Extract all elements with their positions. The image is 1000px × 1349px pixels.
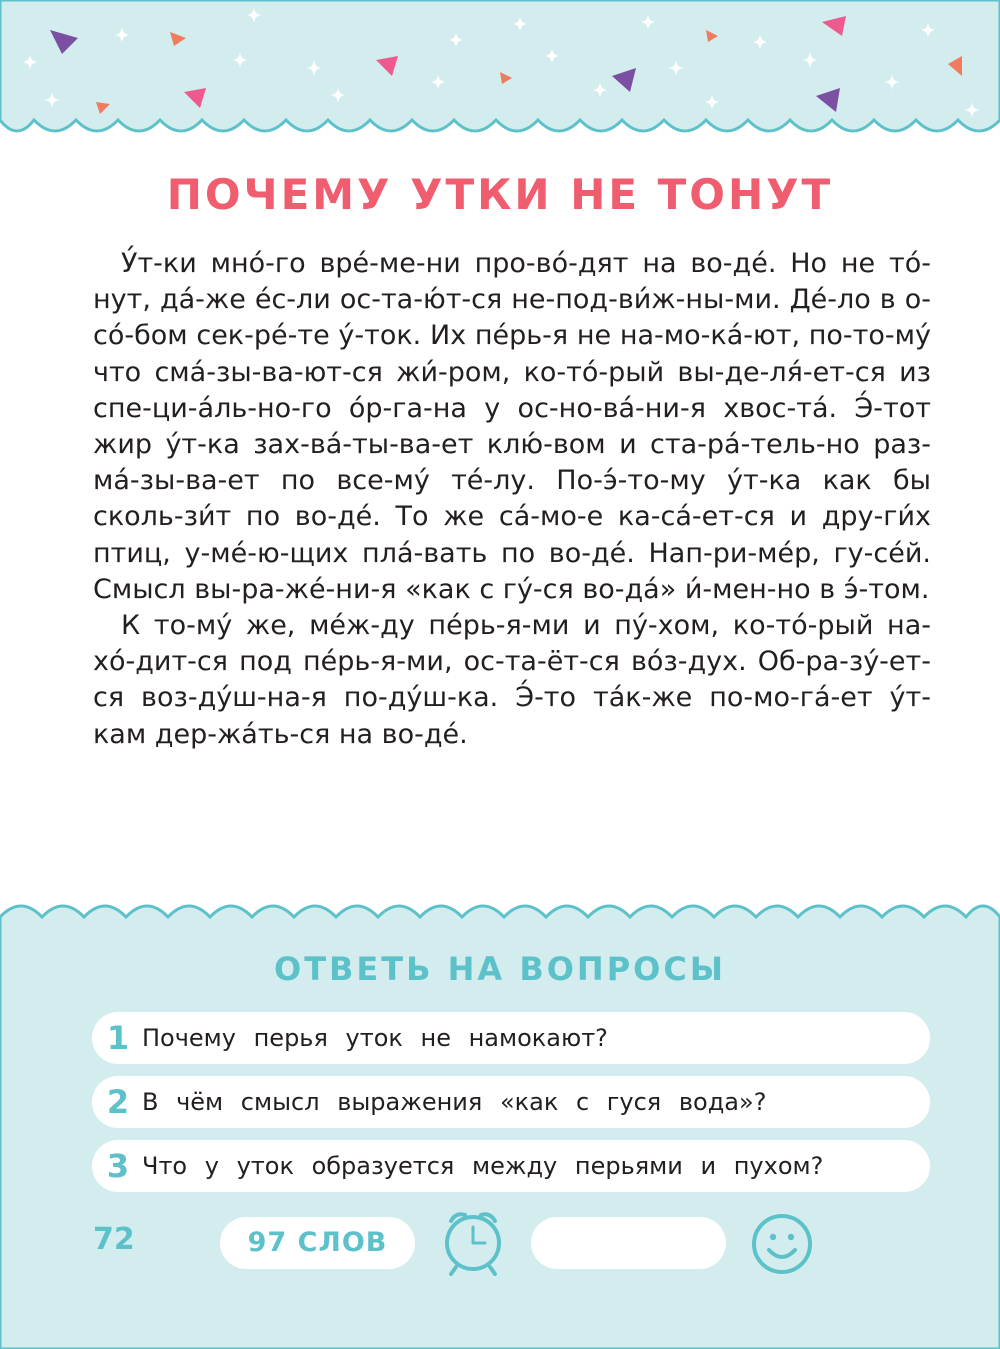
alarm-clock-icon [440,1207,506,1279]
smiley-face-icon [750,1212,814,1276]
question-number: 3 [106,1147,130,1185]
question-text: В чём смысл выражения «как с гуся вода»? [142,1088,767,1116]
question-text: Почему перья уток не намокают? [142,1024,608,1052]
word-count-badge: 97 СЛОВ [220,1217,415,1269]
reading-time-field[interactable] [531,1217,726,1269]
question-1 [92,1012,930,1064]
question-number: 1 [106,1019,130,1057]
confetti-band-graphic [0,0,1000,140]
question-3 [92,1140,930,1192]
story-title: ПОЧЕМУ УТКИ НЕ ТОНУТ [166,170,834,219]
top-decorative-band [0,0,1000,140]
question-number: 2 [106,1083,130,1121]
story-paragraph-1: У́т-ки мно́-го вре́-ме-ни про-во́-дят на во-де́. Но не то́-нут, да́-же е́с-ли ос-та-ю́т-ся не-под-ви́ж-ны-ми. Де́-ло в о-со́-бом сек-ре́-те у́-ток. Их пе́рь-я не на-мо-ка́-ют, по-то-му́ что сма́-зы-ва-ют-ся жи́-ром, ко-то́-рый вы-де-ля́-ет-ся из спе-ци-а́ль-но-го о́р-га-на у ос-но-ва́-ни-я хвос-та́. Э́-тот жир у́т-ка зах-ва́-ты-ва-ет клю́-вом и ста-ра́-тель-но раз-ма́-зы-ва-ет по все-му́ те́-лу. По-э́-то-му у́т-ка как бы сколь-зи́т по во-де́. То же са́-мо-е ка-са́-ет-ся и дру-ги́х птиц, у-ме́-ю-щих пла́-вать по во-де́. Нап-ри-ме́р, гу-се́й. Смысл вы-ра-же́-ни-я «как с гу́-ся во-да́» и́-мен-но в э́-том. [93,248,931,605]
story-text [93,246,931,753]
story-paragraph-2: К то-му́ же, ме́ж-ду пе́рь-я-ми и пу́-хом, ко-то́-рый на-хо́-дит-ся под пе́рь-я-ми, ос-та-ёт-ся во́з-дух. Об-ра-зу́-ет-ся воз-ду́ш-на-я по-ду́ш-ка. Э́-то та́к-же по-мо-га́-ет у́т-кам дер-жа́ть-ся на во-де́. [93,610,931,750]
questions-title: ОТВЕТЬ НА ВОПРОСЫ [274,950,726,988]
page-number: 72 [93,1222,135,1257]
question-text: Что у уток образуется между перьями и пухом? [142,1152,824,1180]
question-2 [92,1076,930,1128]
